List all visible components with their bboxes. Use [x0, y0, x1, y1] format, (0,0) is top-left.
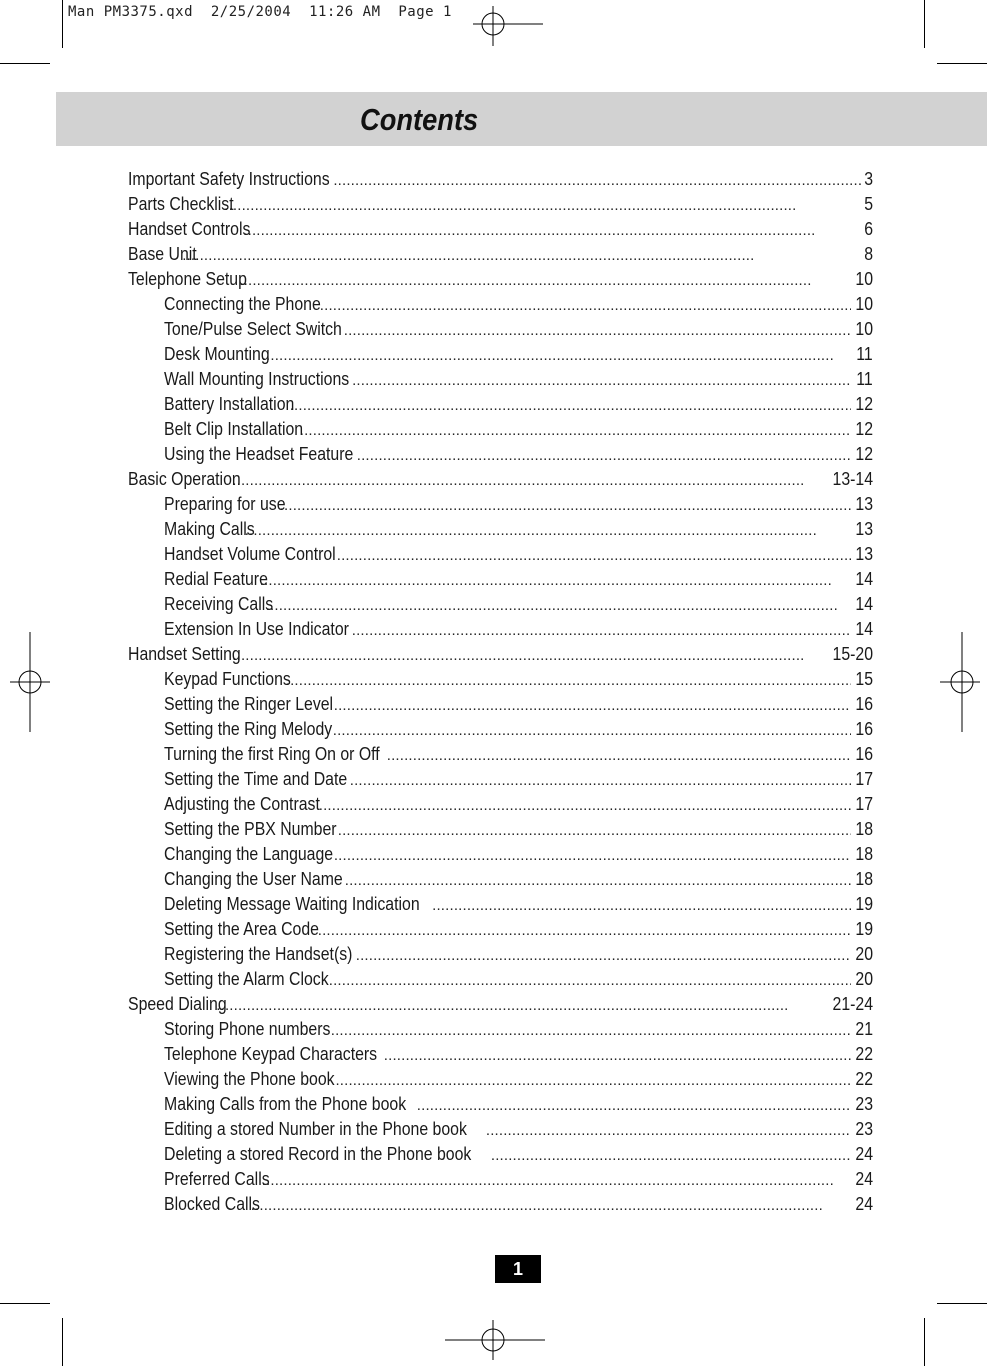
toc-entry: [128, 342, 873, 367]
toc-entry-title: Preparing for use: [164, 494, 286, 514]
toc-entry-title: Editing a stored Number in the Phone book: [164, 1119, 467, 1139]
toc-dot-leader: [320, 293, 851, 317]
toc-entry-title: Wall Mounting Instructions: [164, 369, 350, 389]
toc-entry: [128, 692, 873, 717]
crop-mark: [924, 0, 925, 48]
toc-entry-title: Belt Clip Installation: [164, 419, 304, 439]
toc-dot-leader: [334, 843, 851, 867]
toc-entry-page: 19: [855, 919, 873, 939]
toc-entry-title: Important Safety Instructions: [128, 169, 330, 189]
crop-mark: [62, 0, 63, 48]
crop-mark: [0, 1303, 50, 1304]
toc-dot-leader: [232, 468, 825, 492]
registration-mark-icon: [940, 632, 980, 732]
toc-entry-page: 22: [855, 1069, 873, 1089]
toc-entry-page: 13: [855, 544, 873, 564]
toc-entry-page: 18: [855, 844, 873, 864]
toc-dot-leader: [251, 1193, 851, 1217]
toc-entry-page: 16: [855, 694, 873, 714]
toc-entry: [128, 167, 873, 192]
toc-entry: [128, 392, 873, 417]
toc-entry: [128, 492, 873, 517]
toc-dot-leader: [319, 793, 851, 817]
toc-dot-leader: [350, 768, 851, 792]
toc-entry-title: Base Unit: [128, 244, 197, 264]
toc-entry-title: Handset Volume Control: [164, 544, 336, 564]
toc-entry-title: Redial Feature: [164, 569, 268, 589]
toc-dot-leader: [182, 243, 861, 267]
toc-dot-leader: [333, 718, 851, 742]
toc-dot-leader: [491, 1143, 851, 1167]
toc-entry-page: 15: [855, 669, 873, 689]
toc-entry-title: Adjusting the Contrast: [164, 794, 320, 814]
toc-entry: [128, 742, 873, 767]
toc-entry-page: 22: [855, 1044, 873, 1064]
toc-entry-title: Setting the PBX Number: [164, 819, 337, 839]
toc-dot-leader: [318, 918, 851, 942]
toc-entry-title: Setting the Alarm Clock: [164, 969, 329, 989]
toc-entry: [128, 817, 873, 842]
toc-entry: [128, 542, 873, 567]
crop-mark: [0, 63, 50, 64]
toc-entry-page: 18: [855, 819, 873, 839]
toc-entry: [128, 417, 873, 442]
toc-dot-leader: [239, 268, 851, 292]
toc-entry-page: 5: [864, 194, 873, 214]
toc-entry-page: 16: [855, 744, 873, 764]
toc-dot-leader: [290, 393, 851, 417]
toc-entry-page: 20: [855, 944, 873, 964]
toc-entry: [128, 842, 873, 867]
toc-entry-title: Deleting Message Waiting Indication: [164, 894, 420, 914]
toc-entry: [128, 1167, 873, 1192]
toc-entry-title: Setting the Area Code: [164, 919, 319, 939]
toc-entry-page: 24: [855, 1144, 873, 1164]
toc-entry: [128, 1192, 873, 1217]
toc-entry-title: Connecting the Phone: [164, 294, 321, 314]
toc-dot-leader: [387, 743, 851, 767]
toc-entry-page: 6: [864, 219, 873, 239]
toc-entry-title: Making Calls: [164, 519, 255, 539]
toc-dot-leader: [352, 618, 851, 642]
toc-dot-leader: [260, 568, 851, 592]
toc-entry-page: 12: [855, 444, 873, 464]
toc-dot-leader: [333, 168, 861, 192]
toc-entry: [128, 1142, 873, 1167]
toc-dot-leader: [245, 518, 851, 542]
toc-entry-page: 23: [855, 1094, 873, 1114]
toc-entry: [128, 767, 873, 792]
toc-dot-leader: [232, 643, 825, 667]
toc-dot-leader: [344, 318, 851, 342]
page-number-badge: 1: [495, 1255, 541, 1283]
toc-entry-page: 20: [855, 969, 873, 989]
registration-mark-icon: [10, 632, 50, 732]
toc-entry-page: 13: [855, 519, 873, 539]
crop-mark: [937, 63, 987, 64]
toc-dot-leader: [331, 1018, 851, 1042]
toc-entry-page: 24: [855, 1169, 873, 1189]
page-title: Contents: [360, 102, 479, 137]
toc-entry-title: Preferred Calls: [164, 1169, 270, 1189]
toc-entry-page: 13: [855, 494, 873, 514]
toc-entry-title: Extension In Use Indicator: [164, 619, 349, 639]
toc-entry-title: Viewing the Phone book: [164, 1069, 335, 1089]
toc-entry-page: 19: [855, 894, 873, 914]
toc-dot-leader: [417, 1093, 851, 1117]
crop-mark: [937, 1303, 987, 1304]
toc-dot-leader: [345, 868, 851, 892]
toc-dot-leader: [335, 1068, 851, 1092]
toc-entry-title: Handset Controls: [128, 219, 251, 239]
toc-dot-leader: [338, 818, 851, 842]
toc-entry-title: Changing the Language: [164, 844, 334, 864]
toc-entry-page: 24: [855, 1194, 873, 1214]
toc-dot-leader: [262, 1168, 851, 1192]
toc-entry-page: 15-20: [832, 644, 873, 664]
toc-entry-page: 16: [855, 719, 873, 739]
toc-entry: [128, 667, 873, 692]
toc-entry: [128, 242, 873, 267]
toc-entry-title: Storing Phone numbers: [164, 1019, 331, 1039]
toc-entry-page: 14: [855, 594, 873, 614]
toc-entry: [128, 217, 873, 242]
toc-entry: [128, 567, 873, 592]
toc-entry-title: Parts Checklist: [128, 194, 234, 214]
heading-banner: [56, 92, 987, 146]
toc-entry-page: 10: [855, 319, 873, 339]
toc-entry-title: Making Calls from the Phone book: [164, 1094, 407, 1114]
toc-entry-title: Registering the Handset(s): [164, 944, 353, 964]
crop-mark: [62, 1318, 63, 1366]
toc-entry: [128, 592, 873, 617]
registration-mark-icon: [445, 1320, 545, 1360]
toc-entry-title: Basic Operation: [128, 469, 241, 489]
toc-entry-title: Setting the Time and Date: [164, 769, 348, 789]
toc-entry-title: Turning the first Ring On or Off: [164, 744, 380, 764]
toc-entry-page: 12: [855, 394, 873, 414]
toc-entry-page: 10: [855, 269, 873, 289]
toc-entry-title: Setting the Ringer Level: [164, 694, 334, 714]
toc-entry: [128, 442, 873, 467]
toc-entry: [128, 192, 873, 217]
toc-entry: [128, 1067, 873, 1092]
toc-entry-title: Speed Dialing: [128, 994, 227, 1014]
toc-entry-page: 14: [855, 619, 873, 639]
toc-dot-leader: [286, 668, 851, 692]
toc-entry: [128, 917, 873, 942]
toc-entry-title: Setting the Ring Melody: [164, 719, 333, 739]
toc-dot-leader: [334, 693, 851, 717]
toc-dot-leader: [384, 1043, 851, 1067]
toc-entry: [128, 717, 873, 742]
toc-entry-title: Desk Mounting: [164, 344, 270, 364]
toc-entry-title: Tone/Pulse Select Switch: [164, 319, 342, 339]
toc-dot-leader: [486, 1118, 851, 1142]
toc-entry-page: 23: [855, 1119, 873, 1139]
toc-entry: [128, 292, 873, 317]
toc-entry-page: 21-24: [832, 994, 873, 1014]
toc-dot-leader: [224, 193, 861, 217]
toc-entry-title: Blocked Calls: [164, 1194, 260, 1214]
toc-entry-title: Telephone Keypad Characters: [164, 1044, 378, 1064]
toc-dot-leader: [356, 943, 851, 967]
toc-entry-title: Using the Headset Feature: [164, 444, 354, 464]
toc-entry: [128, 1092, 873, 1117]
toc-entry: [128, 867, 873, 892]
toc-entry: [128, 942, 873, 967]
toc-entry: [128, 1042, 873, 1067]
toc-entry-title: Changing the User Name: [164, 869, 343, 889]
toc-entry-page: 13-14: [832, 469, 873, 489]
toc-dot-leader: [329, 968, 851, 992]
registration-mark-icon: [473, 6, 543, 46]
toc-entry-page: 3: [864, 169, 873, 189]
toc-entry: [128, 617, 873, 642]
toc-entry: [128, 642, 873, 667]
toc-entry: [128, 892, 873, 917]
toc-dot-leader: [216, 993, 825, 1017]
toc-dot-leader: [266, 593, 851, 617]
toc-entry: [128, 367, 873, 392]
toc-dot-leader: [352, 368, 852, 392]
toc-entry-title: Keypad Functions: [164, 669, 291, 689]
toc-entry: [128, 467, 873, 492]
toc-entry: [128, 792, 873, 817]
toc-entry-title: Telephone Setup: [128, 269, 247, 289]
toc-entry-page: 10: [855, 294, 873, 314]
toc-entry-page: 14: [855, 569, 873, 589]
toc-dot-leader: [300, 418, 851, 442]
toc-entry-page: 12: [855, 419, 873, 439]
toc-entry-page: 21: [855, 1019, 873, 1039]
toc-entry: [128, 967, 873, 992]
toc-entry-title: Handset Setting: [128, 644, 241, 664]
print-slug: Man PM3375.qxd 2/25/2004 11:26 AM Page 1: [68, 4, 452, 20]
toc-dot-leader: [357, 443, 851, 467]
toc-entry-title: Receiving Calls: [164, 594, 274, 614]
toc-dot-leader: [262, 343, 853, 367]
toc-entry: [128, 267, 873, 292]
toc-entry-page: 11: [856, 369, 873, 389]
toc-dot-leader: [337, 543, 851, 567]
toc-entry: [128, 1117, 873, 1142]
toc-entry-page: 11: [856, 344, 873, 364]
toc-entry: [128, 1017, 873, 1042]
toc-entry-page: 8: [864, 244, 873, 264]
toc-entry-page: 17: [855, 794, 873, 814]
toc-entry: [128, 992, 873, 1017]
toc-entry-title: Battery Installation: [164, 394, 295, 414]
toc-dot-leader: [280, 493, 851, 517]
toc-entry-page: 18: [855, 869, 873, 889]
toc-entry: [128, 317, 873, 342]
toc-entry-page: 17: [855, 769, 873, 789]
toc-entry-title: Deleting a stored Record in the Phone book: [164, 1144, 472, 1164]
toc-dot-leader: [243, 218, 861, 242]
toc-dot-leader: [432, 893, 851, 917]
toc-entry: [128, 517, 873, 542]
table-of-contents: [128, 167, 873, 1217]
crop-mark: [924, 1318, 925, 1366]
